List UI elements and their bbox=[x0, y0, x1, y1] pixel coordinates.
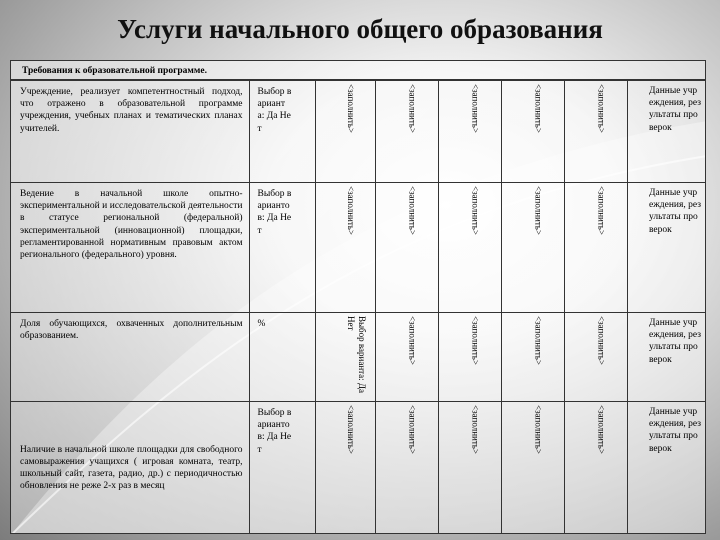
fill-placeholder: <заполнить> bbox=[596, 316, 607, 365]
fill-placeholder: <заполнить> bbox=[346, 186, 356, 235]
fill-cell[interactable] bbox=[375, 81, 438, 183]
fill-cell[interactable] bbox=[315, 183, 375, 313]
data-source-text: Данные учреждения, результаты проверок bbox=[649, 188, 701, 235]
choice-cell[interactable] bbox=[249, 313, 315, 402]
fill-placeholder: <заполнить> bbox=[470, 316, 481, 365]
data-source-text: Данные учреждения, результаты проверок bbox=[649, 318, 701, 365]
choice-vertical-text: Выбор варианта: Да Нет bbox=[346, 316, 367, 394]
choice-text: % bbox=[257, 319, 266, 329]
fill-cell[interactable] bbox=[564, 313, 627, 402]
requirement-text: Наличие в начальной школе площадки для свободного самовыражения учащихся ( игровая комната, театр, школьный сайт, газета, радио, др.) с периодичностью обновления не реже 2-х раз в месяц bbox=[20, 444, 243, 492]
data-source-text: Данные учреждения, результаты проверок bbox=[649, 407, 701, 454]
requirement-text: Ведение в начальной школе опытно-экспериментальной и исследовательской деятельности в статусе региональной (федеральной) экспериментальной (инновационной) площадки, регламентированной нормативным правовым актом регионального (федерального) уровня. bbox=[20, 189, 243, 261]
table-row bbox=[11, 183, 705, 313]
fill-placeholder: <заполнить> bbox=[407, 84, 418, 133]
data-source-cell bbox=[627, 183, 705, 313]
fill-cell[interactable] bbox=[375, 183, 438, 313]
choice-cell[interactable] bbox=[249, 183, 315, 313]
fill-placeholder: <заполнить> bbox=[533, 316, 544, 365]
choice-cell[interactable] bbox=[249, 81, 315, 183]
fill-cell[interactable] bbox=[564, 81, 627, 183]
fill-cell[interactable] bbox=[375, 402, 438, 535]
fill-cell[interactable] bbox=[315, 402, 375, 535]
fill-placeholder: <заполнить> bbox=[346, 84, 356, 133]
fill-placeholder: <заполнить> bbox=[533, 186, 544, 235]
fill-cell[interactable] bbox=[375, 313, 438, 402]
fill-cell[interactable] bbox=[501, 81, 564, 183]
fill-placeholder: <заполнить> bbox=[407, 405, 418, 454]
fill-placeholder: <заполнить> bbox=[346, 405, 356, 454]
fill-cell[interactable] bbox=[315, 313, 375, 402]
table-row bbox=[11, 402, 705, 535]
requirement-cell bbox=[11, 402, 249, 535]
data-source-text: Данные учреждения, результаты проверок bbox=[649, 86, 701, 133]
services-table bbox=[10, 60, 706, 534]
fill-placeholder: <заполнить> bbox=[470, 84, 481, 133]
fill-cell[interactable] bbox=[564, 183, 627, 313]
fill-placeholder: <заполнить> bbox=[470, 405, 481, 454]
requirement-text: Учреждение, реализует компетентностный подход, что отражено в образовательной программе учреждения, учебных планах и тематических планах учителей. bbox=[20, 87, 243, 134]
fill-placeholder: <заполнить> bbox=[596, 186, 607, 235]
choice-text: Выбор варианта: Да Нет bbox=[257, 87, 292, 134]
fill-cell[interactable] bbox=[564, 402, 627, 535]
fill-placeholder: <заполнить> bbox=[407, 316, 418, 365]
requirements-grid bbox=[11, 80, 705, 534]
fill-cell[interactable] bbox=[438, 313, 501, 402]
data-source-cell bbox=[627, 81, 705, 183]
fill-placeholder: <заполнить> bbox=[596, 405, 607, 454]
fill-cell[interactable] bbox=[438, 183, 501, 313]
fill-placeholder: <заполнить> bbox=[533, 84, 544, 133]
fill-placeholder: <заполнить> bbox=[533, 405, 544, 454]
requirement-cell bbox=[11, 313, 249, 402]
choice-cell[interactable] bbox=[249, 402, 315, 535]
fill-cell[interactable] bbox=[438, 81, 501, 183]
fill-placeholder: <заполнить> bbox=[407, 186, 418, 235]
table-row bbox=[11, 313, 705, 402]
requirement-text: Доля обучающихся, охваченных дополнительным образованием. bbox=[20, 319, 243, 342]
fill-cell[interactable] bbox=[501, 183, 564, 313]
choice-text: Выбор варианто в: Да Нет bbox=[257, 189, 292, 236]
page-title: Услуги начального общего образования bbox=[117, 14, 603, 44]
fill-cell[interactable] bbox=[501, 313, 564, 402]
section-header: Требования к образовательной программе. bbox=[11, 61, 705, 80]
fill-cell[interactable] bbox=[438, 402, 501, 535]
fill-cell[interactable] bbox=[315, 81, 375, 183]
data-source-cell bbox=[627, 313, 705, 402]
requirement-cell bbox=[11, 183, 249, 313]
choice-text: Выбор варианто в: Да Нет bbox=[257, 408, 292, 455]
data-source-cell bbox=[627, 402, 705, 535]
fill-placeholder: <заполнить> bbox=[470, 186, 481, 235]
table-row bbox=[11, 81, 705, 183]
fill-placeholder: <заполнить> bbox=[596, 84, 607, 133]
requirement-cell bbox=[11, 81, 249, 183]
fill-cell[interactable] bbox=[501, 402, 564, 535]
